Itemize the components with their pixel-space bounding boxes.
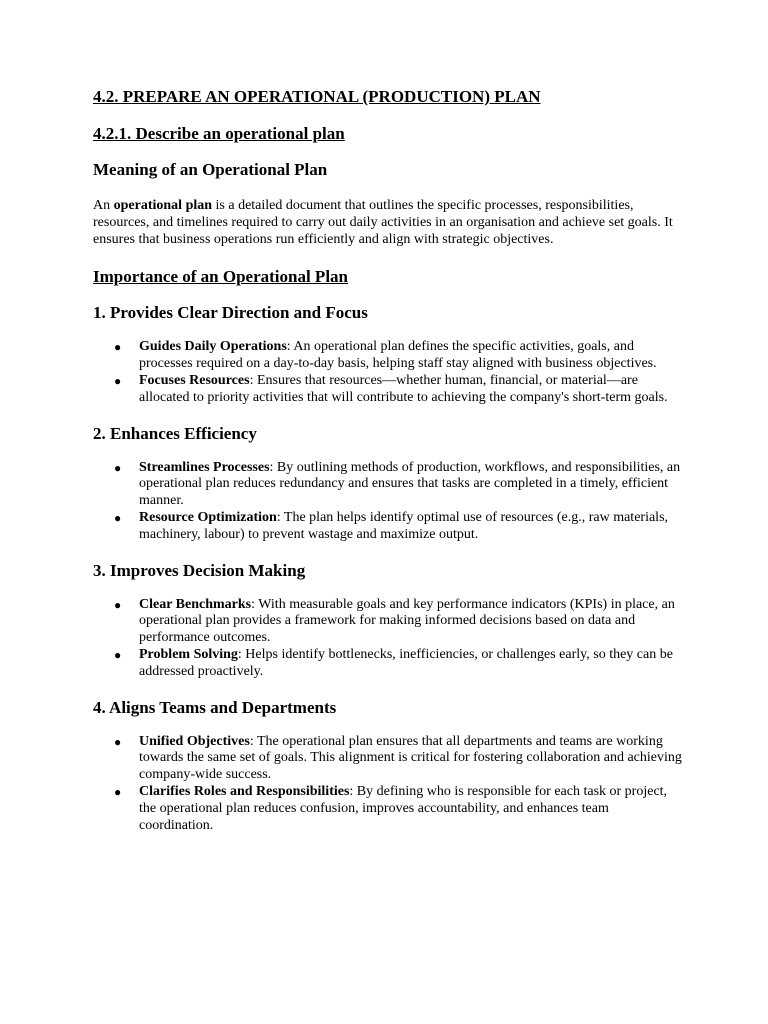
item-term: Clarifies Roles and Responsibilities	[139, 783, 350, 799]
item-text: : Ensures that resources—whether human, financial, or material—are allocated to priority activities that will contribute to achieving the company's short-term goals.	[139, 372, 668, 405]
item-text: : Helps identify bottlenecks, inefficiencies, or challenges early, so they can be addressed proactively.	[139, 646, 673, 679]
list-item	[93, 460, 683, 510]
meaning-heading: Meaning of an Operational Plan	[93, 160, 328, 179]
item-term: Guides Daily Operations	[139, 339, 287, 355]
bullet-icon: ●	[114, 734, 122, 749]
bullet-icon: ●	[114, 373, 122, 388]
list-item	[93, 734, 683, 784]
intro-term: operational plan	[113, 198, 213, 213]
bullet-icon: ●	[114, 340, 122, 355]
bullet-icon: ●	[114, 510, 122, 525]
item-text: : The plan helps identify optimal use of resources (e.g., raw materials, machinery, labour) to prevent wastage and maximize output.	[139, 509, 669, 542]
item-term: Streamlines Processes	[139, 459, 270, 475]
list-item	[93, 510, 683, 544]
section-list	[93, 734, 683, 835]
section-list	[93, 339, 683, 406]
section-heading: 4. Aligns Teams and Departments	[93, 697, 337, 717]
item-text: : With measurable goals and key performance indicators (KPIs) in place, an operational plan provides a framework for making informed decisions based on data and performance outcomes.	[139, 596, 675, 646]
bullet-icon: ●	[114, 597, 122, 612]
page-title: 4.2. PREPARE AN OPERATIONAL (PRODUCTION) PLAN	[93, 87, 541, 106]
section-heading: 1. Provides Clear Direction and Focus	[93, 303, 368, 323]
section-heading: 3. Improves Decision Making	[93, 560, 306, 580]
item-term: Problem Solving	[139, 646, 238, 662]
importance-heading: Importance of an Operational Plan	[93, 267, 348, 287]
section-list	[93, 597, 683, 681]
intro-post: is a detailed document that outlines the specific processes, responsibilities, resources, and timelines required to carry out daily activities in an organisation and achieve set goals. It ensures that business operations run efficiently and align with strategic objectives.	[93, 198, 673, 247]
item-text: : The operational plan ensures that all departments and teams are working towards the same set of goals. This alignment is critical for fostering collaboration and achieving company-wide success.	[139, 733, 682, 783]
document-page	[93, 86, 683, 834]
subsection-title: 4.2.1. Describe an operational plan	[93, 124, 345, 143]
item-term: Unified Objectives	[139, 733, 250, 749]
bullet-icon: ●	[114, 784, 122, 799]
list-item	[93, 597, 683, 647]
bullet-icon: ●	[114, 460, 122, 475]
item-term: Clear Benchmarks	[139, 596, 252, 612]
item-text: : An operational plan defines the specific activities, goals, and processes required on a day-to-day basis, helping staff stay aligned with business objectives.	[139, 339, 657, 372]
intro-paragraph	[93, 198, 683, 248]
intro-pre: An	[93, 198, 114, 213]
item-term: Resource Optimization	[139, 509, 277, 525]
bullet-icon: ●	[114, 647, 122, 662]
section-list	[93, 460, 683, 544]
section-heading: 2. Enhances Efficiency	[93, 423, 257, 443]
item-text: : By outlining methods of production, workflows, and responsibilities, an operational plan reduces redundancy and ensures that tasks are completed in a timely, efficient manner.	[139, 459, 681, 509]
list-item	[93, 373, 683, 407]
item-term: Focuses Resources	[139, 372, 250, 388]
list-item	[93, 784, 683, 834]
list-item	[93, 647, 683, 681]
list-item	[93, 339, 683, 373]
item-text: : By defining who is responsible for each task or project, the operational plan reduces confusion, improves accountability, and enhances team coordination.	[139, 783, 668, 833]
